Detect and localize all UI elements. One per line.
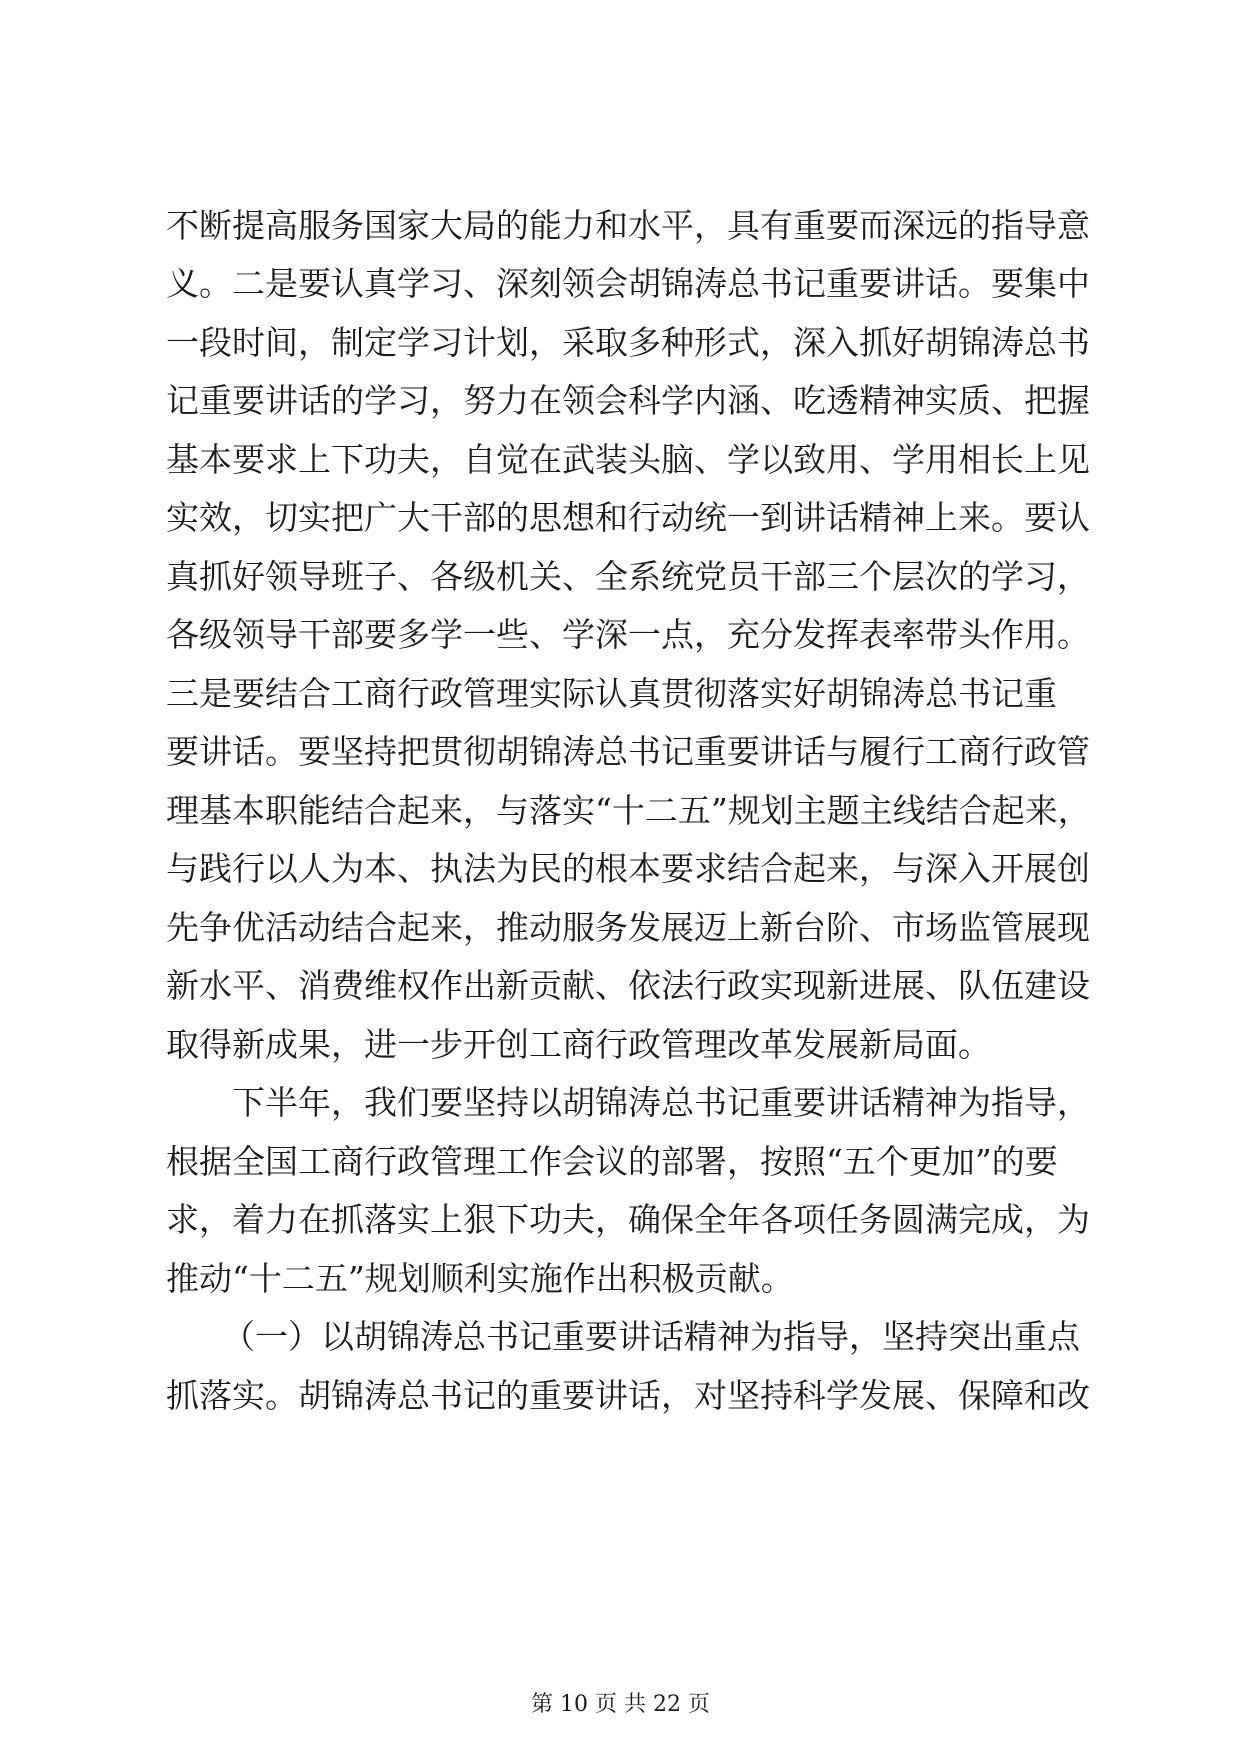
text-line: 一段时间，制定学习计划，采取多种形式，深入抓好胡锦涛总书	[166, 323, 1090, 362]
text-line: 三是要结合工商行政管理实际认真贯彻落实好胡锦涛总书记重	[166, 674, 1057, 713]
text-line: 要讲话。要坚持把贯彻胡锦涛总书记重要讲话与履行工商行政管	[166, 732, 1090, 771]
text-line: 基本要求上下功夫，自觉在武装头脑、学以致用、学用相长上见	[166, 440, 1090, 479]
text-line: 根据全国工商行政管理工作会议的部署，按照“五个更加”的要	[166, 1142, 1058, 1181]
text-line: 理基本职能结合起来，与落实“十二五”规划主题主线结合起来，	[166, 791, 1091, 830]
paragraph-first-line: 下半年，我们要坚持以胡锦涛总书记重要讲话精神为指导，	[232, 1083, 1090, 1122]
text-line: 不断提高服务国家大局的能力和水平，具有重要而深远的指导意	[166, 206, 1090, 245]
text-line: 实效，切实把广大干部的思想和行动统一到讲话精神上来。要认	[166, 498, 1090, 537]
text-line: 记重要讲话的学习，努力在领会科学内涵、吃透精神实质、把握	[166, 381, 1090, 420]
text-line: 新水平、消费维权作出新贡献、依法行政实现新进展、队伍建设	[166, 966, 1090, 1005]
section-heading-line: （一）以胡锦涛总书记重要讲话精神为指导，坚持突出重点	[222, 1317, 1080, 1356]
text-line: 求，着力在抓落实上狠下功夫，确保全年各项任务圆满完成，为	[166, 1200, 1090, 1239]
text-line: 推动“十二五”规划顺利实施作出积极贡献。	[166, 1259, 794, 1298]
text-line: 真抓好领导班子、各级机关、全系统党员干部三个层次的学习，	[166, 557, 1090, 596]
page-number-footer: 第 10 页 共 22 页	[531, 1692, 710, 1717]
text-line: 各级领导干部要多学一些、学深一点，充分发挥表率带头作用。	[166, 615, 1090, 654]
text-line: 抓落实。胡锦涛总书记的重要讲话，对坚持科学发展、保障和改	[166, 1376, 1090, 1415]
text-line: 先争优活动结合起来，推动服务发展迈上新台阶、市场监管展现	[166, 908, 1090, 947]
text-line: 义。二是要认真学习、深刻领会胡锦涛总书记重要讲话。要集中	[166, 264, 1090, 303]
text-line: 与践行以人为本、执法为民的根本要求结合起来，与深入开展创	[166, 849, 1090, 888]
text-line: 取得新成果，进一步开创工商行政管理改革发展新局面。	[166, 1025, 991, 1064]
